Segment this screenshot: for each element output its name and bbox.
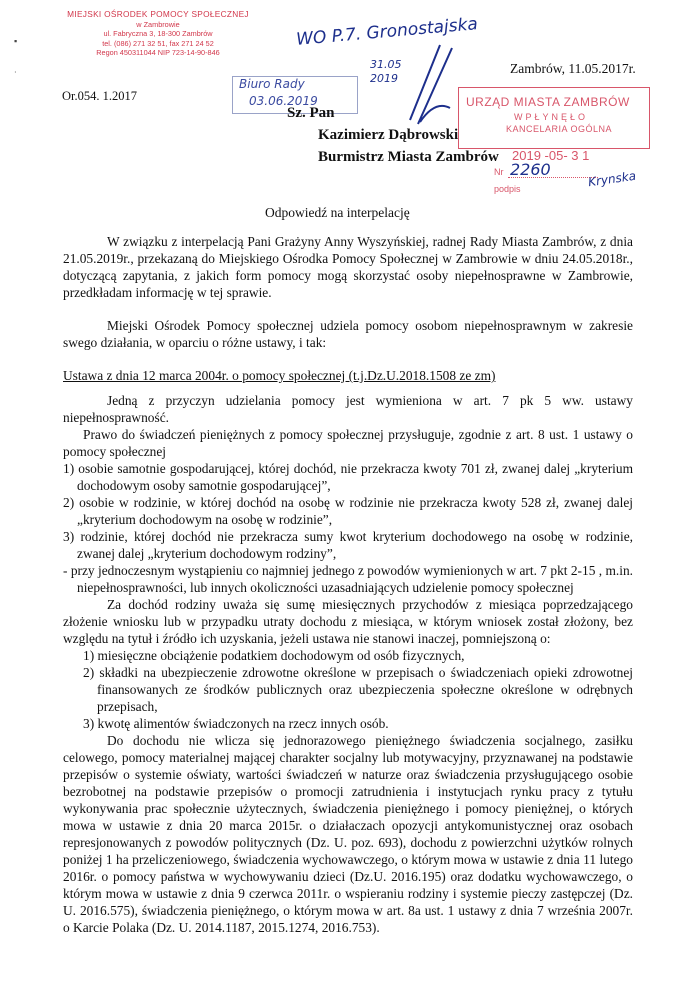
handwritten-date: 31.05 2019 — [370, 58, 402, 85]
paragraph-mops: Miejski Ośrodek Pomocy społecznej udziela pomocy osobom niepełnosprawnym w zakresie swego działania, w oparciu o różne ustawy, i tak: — [63, 318, 633, 350]
biuro-rady-date: 03.06.2019 — [249, 94, 318, 108]
paragraph-wylaczenia: Do dochodu nie wlicza się jednorazowego pieniężnego świadczenia socjalnego, zasiłku celowego, pomocy materialnej mającej charakter socjalny lub motywacyjny, przyznawanej na podstawie przepisów o systemie oświaty, wartości świadczeń w naturze oraz świadczenia przysługującego osobie bezrobotnej na podstawie przepisów o promocji zatrudnienia i instytucjach rynku pracy z tytułu wykonywania prac społecznie użytecznych, świadczenia pieniężnego i pomocy pieniężnej, o których mowa w ustawie z dnia 20 marca 2015r. o działaczach opozycji antykomunistycznej oraz osobach represjonowanych z powodów politycznych (Dz. U. poz. 693), dochodu z powierzchni użytków rolnych poniżej 1 ha przeliczeniowego, świadczenia wychowawczego, o którym mowa w ustawie z dnia 11 lutego 2016r. o pomocy państwa w wychowywaniu dzieci (Dz.U. 2016.195) oraz dodatku wychowawczego, o którym mowa w ustawie z dnia 9 czerwca 2011r. o wspieraniu rodziny i systemie pieczy zastępczej (Dz. U. 2016.575), świadczenia pieniężnego, o którym mowa w art. 8a ust. 1 ustawy z dnia 7 września 2007r. o Karcie Polaka (Dz. U. 2014.1187, 2015.1274, 2016.753). — [63, 733, 633, 935]
letterhead-address: ul. Fabryczna 3, 18-300 Zambrów — [103, 29, 213, 39]
list-item: 2) osobie w rodzinie, w której dochód na osobę w rodzinie nie przekracza kwoty 528 zł, zwanej dalej „kryterium dochodowym na osobę w rodzinie”, — [63, 495, 633, 527]
stamp-line3: KANCELARIA OGÓLNA — [506, 124, 613, 134]
letterhead-city: w Zambrowie — [136, 19, 180, 29]
deductions-list — [63, 647, 633, 732]
stamp-nr-label: Nr — [494, 167, 504, 177]
handwritten-note: WO P.7. Gronostajska — [295, 14, 479, 50]
margin-mark: ▪ — [14, 36, 18, 46]
margin-mark: · — [14, 68, 17, 77]
stamp-signature: Krynska — [587, 168, 637, 190]
letterhead-name: MIEJSKI OŚRODEK POMOCY SPOŁECZNEJ — [67, 9, 249, 19]
recipient-salutation: Sz. Pan — [287, 105, 335, 121]
criteria-list — [63, 460, 633, 596]
letterhead-stamp — [58, 10, 258, 58]
body-section-2 — [63, 392, 633, 936]
paragraph-przyczyny: Jedną z przyczyn udzielania pomocy jest wymieniona w art. 7 pk 5 ww. ustawy niepełnosprawność. — [63, 393, 633, 425]
letterhead-phone: tel. (086) 271 32 51, fax 271 24 52 — [102, 38, 214, 48]
stamp-title: URZĄD MIASTA ZAMBRÓW — [466, 95, 630, 109]
reference-number: Or.054. 1.2017 — [62, 89, 137, 103]
stamp-line2: WPŁYNĘŁO — [514, 112, 589, 122]
law-title: Ustawa z dnia 12 marca 2004r. o pomocy społecznej (t.j.Dz.U.2018.1508 ze zm) — [63, 368, 496, 383]
letter-subject: Odpowiedź na interpelację — [265, 205, 410, 220]
place-date: Zambrów, 11.05.2017r. — [510, 61, 636, 76]
signature-mark — [380, 40, 470, 130]
list-item: 1) miesięczne obciążenie podatkiem dochodowym od osób fizycznych, — [83, 648, 465, 663]
list-item: - przy jednoczesnym wystąpieniu co najmniej jednego z powodów wymienionych w art. 7 pkt 2-15 , m.in. niepełnosprawności, lub innych okoliczności uzasadniających udzielenie pomocy społecznej — [63, 563, 633, 595]
list-item: 3) rodzinie, której dochód nie przekracza sumy kwot kryterium dochodowego na osobę w rodzinie, zwanej dalej „kryterium dochodowym rodziny”, — [63, 529, 633, 561]
recipient-title: Burmistrz Miasta Zambrów — [318, 149, 499, 165]
stamp-number: 2260 — [510, 160, 551, 179]
letterhead-regon: Regon 450311044 NIP 723-14-90-846 — [96, 48, 220, 58]
recipient-name: Kazimierz Dąbrowski — [318, 127, 459, 143]
body-section-1 — [63, 233, 633, 351]
list-item: 2) składki na ubezpieczenie zdrowotne określone w przepisach o świadczeniach opieki zdrowotnej finansowanych ze środków publicznych oraz ubezpieczenia społeczne określone w odrębnych przepisach, — [83, 665, 633, 714]
paragraph-interpelacja: W związku z interpelacją Pani Grażyny Anny Wyszyńskiej, radnej Rady Miasta Zambrów, z dnia 21.05.2019r., przekazaną do Miejskiego Ośrodka Pomocy Społecznej w Zambrowie w dniu 24.05.2018r., dotyczącą zapytania, z jakich form pomocy mogą skorzystać osoby niepełnosprawne w Zambrowie, przedkładam informację w tej sprawie. — [63, 234, 633, 300]
paragraph-dochod: Za dochód rodziny uważa się sumę miesięcznych przychodów z miesiąca poprzedzającego złożenie wniosku lub w przypadku utraty dochodu z miesiąca, w którym wniosek został złożony, bez względu na tytuł i źródło ich uzyskania, jeżeli ustawa nie stanowi inaczej, pomniejszoną o: — [63, 597, 633, 646]
stamp-podpis-label: podpis — [494, 184, 521, 194]
list-item: 1) osobie samotnie gospodarującej, której dochód, nie przekracza kwoty 701 zł, zwanej dalej „kryterium dochodowym osoby samotnie gospodarującej”, — [63, 461, 633, 493]
stamp-date: 2019 -05- 3 1 — [512, 148, 590, 163]
law-heading-row — [63, 367, 633, 384]
list-item: 3) kwotę alimentów świadczonych na rzecz innych osób. — [83, 716, 389, 731]
paragraph-prawo: Prawo do świadczeń pieniężnych z pomocy społecznej przysługuje, zgodnie z art. 8 ust. 1 ustawy o pomocy społecznej — [63, 427, 633, 459]
biuro-rady-label: Biuro Rady — [239, 77, 305, 91]
